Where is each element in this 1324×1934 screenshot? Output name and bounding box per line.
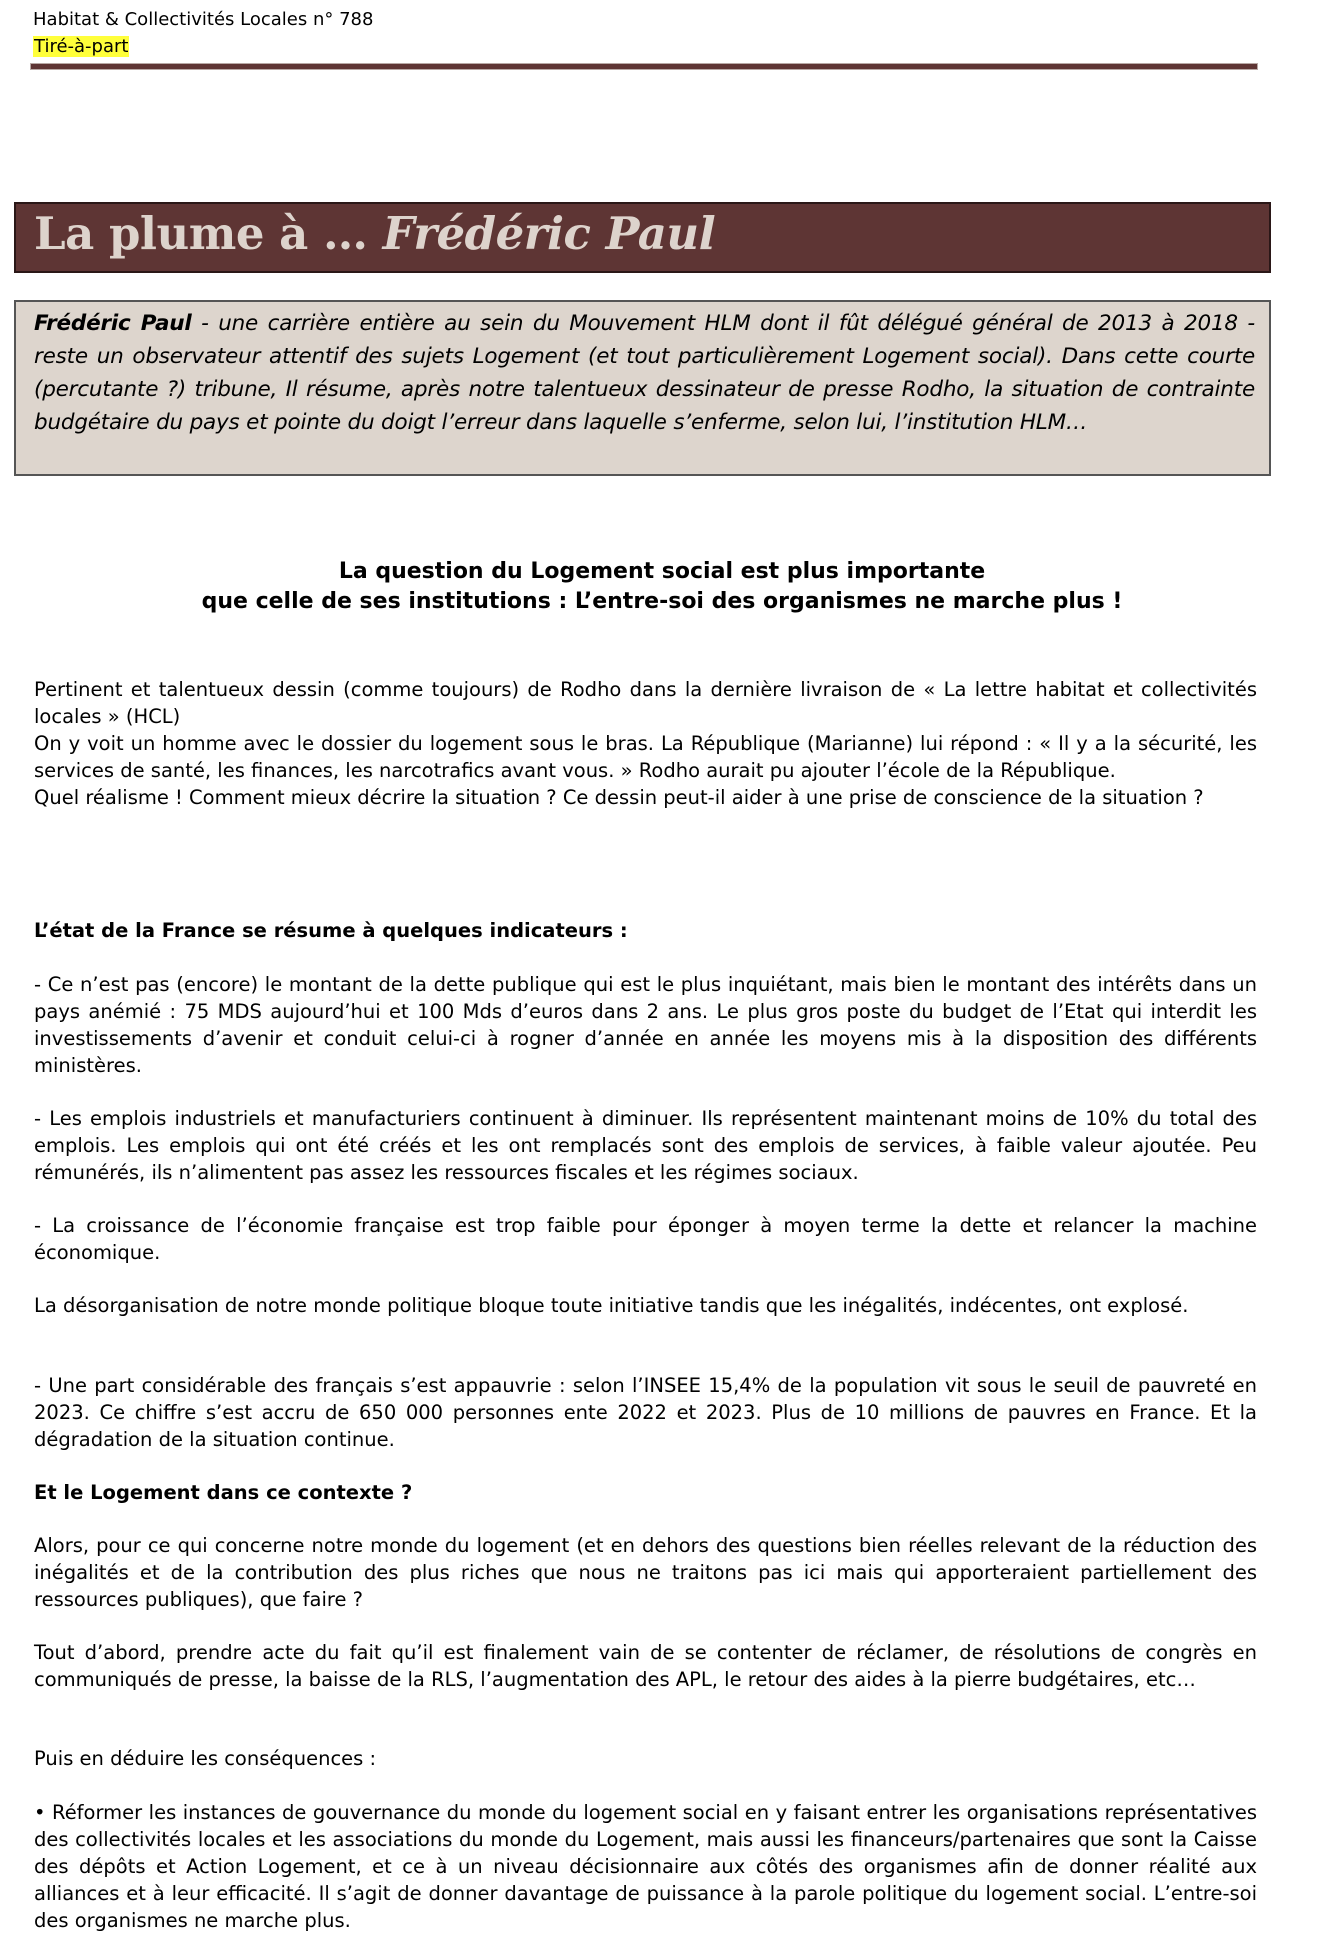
page-title [34,207,715,260]
paragraph-line: Quel réalisme ! Comment mieux décrire la situation ? Ce dessin peut-il aider à une prise de conscience de la situation ? [34,786,1204,809]
section-title-indicators: L’état de la France se résume à quelques indicateurs : [34,919,628,942]
intro-paragraph [34,307,1255,439]
title-prefix: La plume à … [34,207,383,260]
highlighted-label: Tiré-à-part [34,36,129,57]
paragraph-alors: Alors, pour ce qui concerne notre monde du logement (et en dehors des questions bien réelles relevant de la réduction des inégalités et de la contribution des plus riches que nous ne traitons pas ici mais qui apporteraient partiellement des ressources publiques), que faire ? [34,1534,1257,1611]
bullet-item-reform: • Réformer les instances de gouvernance du monde du logement social en y faisant entrer les organisations représentatives des collectivités locales et les associations du monde du Logement, mais aussi les financeurs/partenaires que sont la Caisse des dépôts et Action Logement, et ce à un niveau décisionnaire aux côtés des organismes afin de donner réalité aux alliances et à leur efficacité. Il s’agit de donner davantage de puissance à la parole politique du logement social. L’entre-soi des organismes ne marche plus. [34,1801,1257,1932]
publication-header: Habitat & Collectivités Locales n° 788 [33,9,374,30]
intro-box [14,300,1271,476]
indicator-debt: - Ce n’est pas (encore) le montant de la dette publique qui est le plus inquiétant, mais bien le montant des intérêts dans un pays anémié : 75 MDS aujourd’hui et 100 Mds d’euros dans 2 ans. Le plus gros poste du budget de l’Etat qui interdit les investissements d’avenir et conduit celui-ci à rogner d’année en année les moyens mis à la disposition des différents ministères. [34,973,1257,1077]
headline-line-1: La question du Logement social est plus importante [338,559,986,584]
article-headline [0,557,1324,617]
title-author: Frédéric Paul [382,207,716,260]
paragraph-puis: Puis en déduire les conséquences : [34,1747,377,1770]
indicator-poverty: - Une part considérable des français s’est appauvrie : selon l’INSEE 15,4% de la population vit sous le seuil de pauvreté en 2023. Ce chiffre s’est accru de 650 000 personnes ente 2022 et 2023. Plus de 10 millions de pauvres en France. Et la dégradation de la situation continue. [34,1374,1257,1451]
paragraph-tout-dabord: Tout d’abord, prendre acte du fait qu’il est finalement vain de se contenter de réclamer, de résolutions de congrès en communiqués de presse, la baisse de la RLS, l’augmentation des APL, le retour des aides à la pierre budgétaires, etc… [34,1641,1257,1691]
headline-line-2: que celle de ses institutions : L’entre-soi des organismes ne marche plus ! [201,589,1123,614]
intro-text: - une carrière entière au sein du Mouvement HLM dont il fût délégué général de 2013 à 2018 - reste un observateur attentif des sujets Logement (et tout particulièrement Logement social). Dans cette courte (percutante ?) tribune, Il résume, après notre talentueux dessinateur de presse Rodho, la situation de contrainte budgétaire du pays et pointe du doigt l’erreur dans laquelle s’enferme, selon lui, l’institution HLM… [34,311,1255,435]
header-rule [30,63,1258,70]
indicator-jobs: - Les emplois industriels et manufacturiers continuent à diminuer. Ils représentent maintenant moins de 10% du total des emplois. Les emplois qui ont été créés et les ont remplacés sont des emplois de services, à faible valeur ajoutée. Peu rémunérés, ils n’alimentent pas assez les ressources fiscales et les régimes sociaux. [34,1107,1257,1184]
paragraph-line: Pertinent et talentueux dessin (comme toujours) de Rodho dans la dernière livraison de « La lettre habitat et collectivités locales » (HCL) [34,678,1257,728]
indicator-politics: La désorganisation de notre monde politique bloque toute initiative tandis que les inégalités, indécentes, ont explosé. [34,1294,1189,1317]
section-title-housing: Et le Logement dans ce contexte ? [34,1481,413,1504]
indicator-growth: - La croissance de l’économie française est trop faible pour éponger à moyen terme la dette et relancer la machine économique. [34,1214,1257,1264]
intro-author-name: Frédéric Paul [34,311,192,336]
paragraph-line: On y voit un homme avec le dossier du logement sous le bras. La République (Marianne) lui répond : « Il y a la sécurité, les services de santé, les finances, les narcotrafics avant vous. » Rodho aurait pu ajouter l’école de la République. [34,732,1257,782]
title-banner [14,202,1271,273]
intro-paragraph-drawing [34,676,1257,811]
reprint-label [33,35,129,59]
